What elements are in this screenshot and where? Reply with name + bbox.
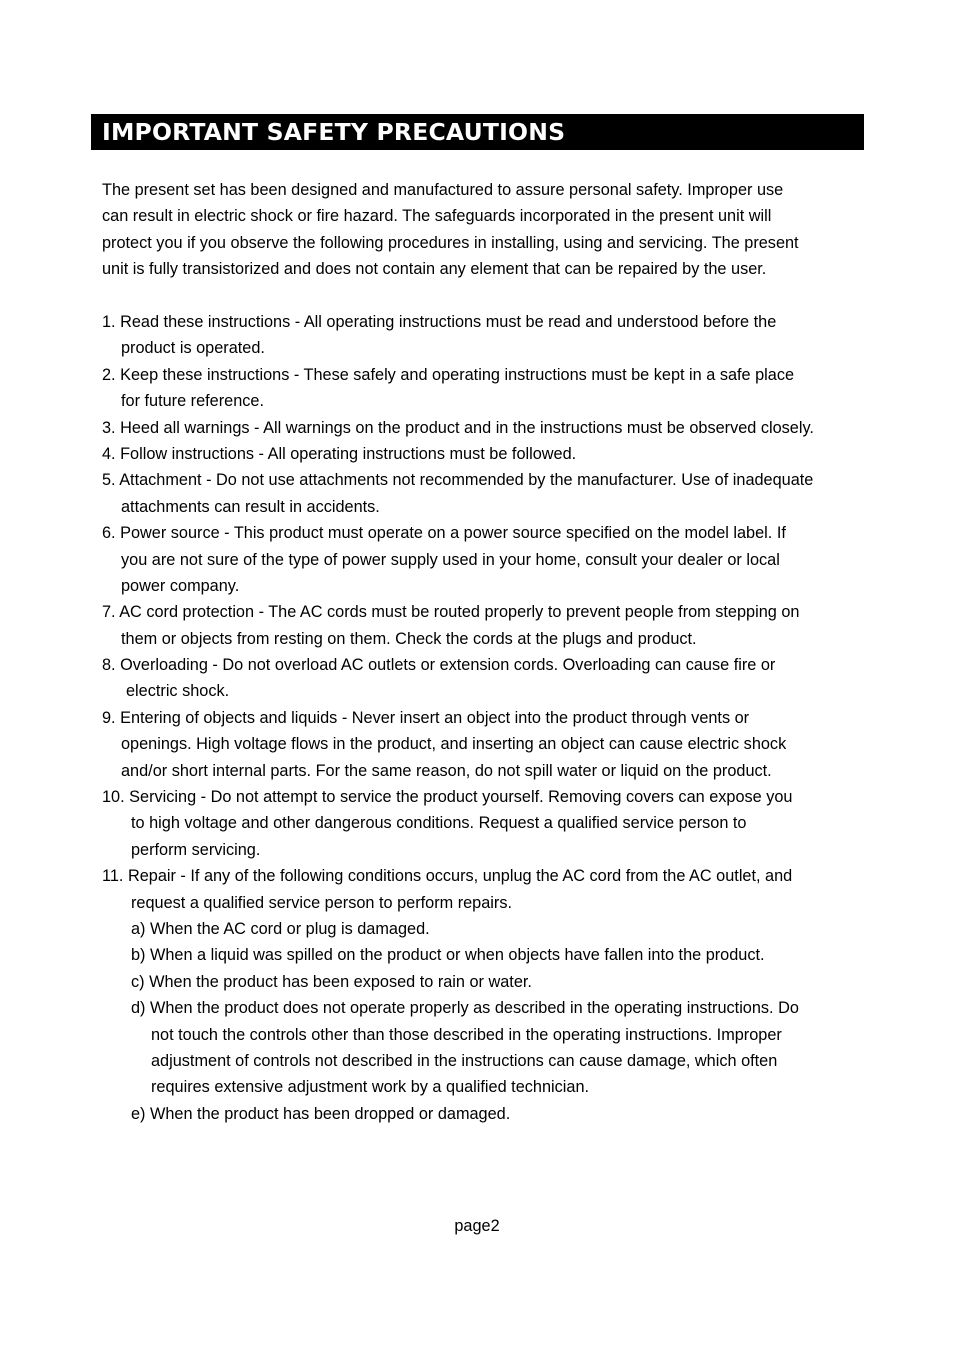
- list-item-text: 8. Overloading - Do not overload AC outlets or extension cords. Overloading can cause fire or: [102, 656, 776, 675]
- intro-line: can result in electric shock or fire hazard. The safeguards incorporated in the present unit will: [102, 207, 772, 226]
- list-item-text: 7. AC cord protection - The AC cords must be routed properly to prevent people from stepping on: [102, 603, 800, 622]
- list-item: [102, 309, 872, 362]
- intro-line: protect you if you observe the following procedures in installing, using and servicing. The present: [102, 233, 799, 252]
- list-item: [102, 705, 872, 784]
- sub-list: [102, 916, 872, 1127]
- list-item-text: to high voltage and other dangerous conditions. Request a qualified service person to: [131, 814, 747, 833]
- list-item: [102, 520, 872, 599]
- sub-list-item: [102, 942, 872, 968]
- sub-list-item-text: a) When the AC cord or plug is damaged.: [131, 919, 430, 938]
- list-item: [102, 467, 872, 520]
- sub-list-item-text: not touch the controls other than those described in the operating instructions. Improper: [151, 1025, 782, 1044]
- sub-list-item-text: requires extensive adjustment work by a qualified technician.: [151, 1078, 590, 1097]
- list-item-text: and/or short internal parts. For the same reason, do not spill water or liquid on the product.: [121, 761, 772, 780]
- list-item-text: 9. Entering of objects and liquids - Never insert an object into the product through vents or: [102, 708, 750, 727]
- sub-list-item-text: b) When a liquid was spilled on the product or when objects have fallen into the product.: [131, 946, 765, 965]
- sub-list-item: [102, 916, 872, 942]
- list-item-text: 2. Keep these instructions - These safely and operating instructions must be kept in a safe place: [102, 365, 795, 384]
- intro-line: The present set has been designed and manufactured to assure personal safety. Improper use: [102, 181, 784, 199]
- list-item-text: 5. Attachment - Do not use attachments not recommended by the manufacturer. Use of inadequate: [102, 471, 814, 490]
- list-item-text: request a qualified service person to perform repairs.: [131, 893, 512, 912]
- list-item: [102, 362, 872, 415]
- list-item-text: 6. Power source - This product must operate on a power source specified on the model label. If: [102, 524, 786, 543]
- list-item-text: them or objects from resting on them. Check the cords at the plugs and product.: [121, 629, 697, 648]
- list-item-text: attachments can result in accidents.: [121, 497, 380, 516]
- page-title: IMPORTANT SAFETY PRECAUTIONS: [91, 114, 864, 150]
- sub-list-item: [102, 1101, 872, 1127]
- list-item-text: 3. Heed all warnings - All warnings on the product and in the instructions must be observed closely.: [102, 418, 814, 437]
- list-item: [102, 441, 872, 467]
- list-item: [102, 784, 872, 863]
- sub-list-item-text: adjustment of controls not described in the instructions can cause damage, which often: [151, 1051, 778, 1070]
- list-item-text: electric shock.: [126, 682, 230, 701]
- page-number: page2: [454, 1217, 500, 1235]
- list-item-text: for future reference.: [121, 392, 264, 411]
- list-item-text: 1. Read these instructions - All operating instructions must be read and understood before the: [102, 313, 777, 331]
- list-item: [102, 599, 872, 652]
- list-item-text: 4. Follow instructions - All operating instructions must be followed.: [102, 444, 577, 463]
- sub-list-item-text: e) When the product has been dropped or damaged.: [131, 1104, 511, 1123]
- list-item: [102, 415, 872, 441]
- list-item-text: 11. Repair - If any of the following conditions occurs, unplug the AC cord from the AC outlet, and: [102, 867, 793, 886]
- sub-list-item: [102, 969, 872, 995]
- list-item-text: you are not sure of the type of power supply used in your home, consult your dealer or local: [121, 550, 780, 569]
- sub-list-item: [102, 995, 872, 1101]
- list-item: [102, 863, 872, 916]
- list-item-text: openings. High voltage flows in the product, and inserting an object can cause electric shock: [121, 735, 787, 754]
- sub-list-item-text: d) When the product does not operate properly as described in the operating instructions. Do: [131, 999, 799, 1018]
- intro-line: unit is fully transistorized and does not contain any element that can be repaired by the user.: [102, 260, 767, 279]
- list-item: [102, 652, 872, 705]
- precautions-list: [102, 309, 872, 1127]
- intro-paragraph: [102, 177, 872, 283]
- list-item-text: perform servicing.: [131, 840, 261, 859]
- list-item-text: product is operated.: [121, 339, 265, 358]
- list-item-text: power company.: [121, 576, 240, 595]
- sub-list-item-text: c) When the product has been exposed to rain or water.: [131, 972, 532, 991]
- list-item-text: 10. Servicing - Do not attempt to service the product yourself. Removing covers can expose you: [102, 788, 793, 807]
